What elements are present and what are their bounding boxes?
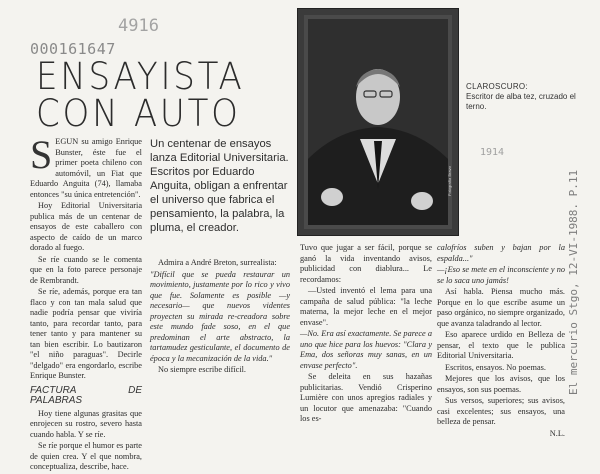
quote-paragraph: —¡Eso se mete en el inconsciente y no se lo saca uno jamás! (437, 265, 565, 285)
subheading: FACTURA DE PALABRAS (30, 384, 142, 406)
paragraph: Se ríe, además, porque era tan flaco y con tan mala salud que nadie podría pensar que viviría tanto, para recordar tanto, para tener tanto y para mantener su tan bien escribir. Lo bautizaron "el niño paraguas". Decirle "delgado" era engordarlo, escribe Enrique Bunster. (30, 287, 142, 380)
photo-caption (466, 82, 576, 112)
archive-id-handwriting: 000161647 (30, 40, 116, 58)
paragraph: Eso aparece urdido en Belleza de pensar, el texto que le publica Editorial Universitaria. (437, 330, 565, 360)
portrait-illustration (298, 9, 458, 235)
paragraph: Sus versos, superiores; sus avisos, casi excelentes; sus ensayos, una belleza de pensar. (437, 396, 565, 426)
article-column-1 (30, 132, 142, 474)
portrait-photo (297, 8, 459, 236)
page-mark-handwriting: 4916 (118, 16, 159, 36)
paragraph: Se ríe cuando se le comenta que en la foto parece personaje de Rembrandt. (30, 254, 142, 285)
paragraph: —Usted inventó el lema para una campaña de salud pública: "la leche materna, la mejor leche en el mejor envase". (300, 286, 432, 327)
paragraph: EGUN su amigo Enrique Bunster, éste fue el primer poeta chileno con automóvil, un Fiat que Eduardo Anguita (74), llamaba entonces "su única entretención". (30, 137, 142, 199)
paragraph: Hoy tiene algunas grasitas que enrojecen su rostro, severo hasta cuando habla. Y se ríe. (30, 408, 142, 439)
paragraph: Escritos, ensayos. No poemas. (445, 362, 546, 372)
paragraph: Se ríe porque el humor es parte de quien crea. Y el que nombra, conceptualiza, describe, hace. (30, 441, 142, 471)
source-date-handwriting: El mercurio Stgo, 12-VI-1988. P.11 (567, 169, 580, 395)
article-column-3 (300, 243, 432, 426)
paragraph: No siempre escribe difícil. (158, 365, 247, 374)
quote-paragraph: —No. Era así exactamente. Se parece a uno que hice para los huevos: "Clara y Ema, dos señoras muy sanas, en un envase perfecto". (300, 329, 432, 370)
paragraph: Así habla. Piensa mucho más. Porque en lo que escribe asume un paso orgánico, no siempre organizado, que avanza taladrando al lector. (437, 287, 565, 328)
paragraph: Se deleita en sus hazañas publicitarias. Vendió Crisperino Lumière con unos apregios radiales y un locutor que amenazaba: "Cuando los es- (300, 372, 432, 423)
headline-line-1: ENSAYISTA (36, 55, 245, 98)
paragraph: Hoy Editorial Universitaria publica más de un centenar de ensayos de este caballero con aspecto de caído de un marco dorado al fuego. (30, 201, 142, 252)
corner-note-handwriting: 1914 (480, 147, 505, 158)
article-column-4 (437, 243, 565, 440)
deck-summary: Un centenar de ensayos lanza Editorial Universitaria. Escritos por Eduardo Anguita, obligan a enfrentar el universo que fabrica el pensamiento, la palabra, la pluma, el creador. (150, 138, 289, 234)
paragraph: Mejores que los avisos, que los ensayos, son sus poemas. (437, 374, 565, 394)
paragraph: Admira a André Breton, surrealista: (158, 258, 277, 267)
caption-heading: CLAROSCURO: (466, 82, 528, 91)
headline-line-2: CON AUTO (36, 92, 241, 135)
article-column-2 (150, 258, 290, 377)
quote-paragraph: calofríos suben y bajan por la espalda..." (437, 243, 565, 263)
drop-cap: S (30, 132, 53, 177)
photo-credit: Fotografía Bravo (447, 166, 452, 196)
quote-paragraph: "Difícil que se pueda restaurar un movimiento, justamente por lo rico y vivo que fue. Solamente es posible —y necesario— que nuevos videntes proyecten su mirada re-creadora sobre este mundo fade soso, en el que predominan el arte abstracto, la tartamudez gesticulante, el documento de época y la mecanización de la vida." (150, 269, 290, 363)
paragraph: Tuvo que jugar a ser fácil, porque se ganó la vida inventando avisos, publicidad con diablura... Le recordamos: (300, 243, 432, 284)
headline (36, 55, 275, 135)
caption-text: Escritor de alba tez, cruzado el terno. (466, 92, 576, 111)
author-signoff: N.L. (549, 428, 565, 438)
